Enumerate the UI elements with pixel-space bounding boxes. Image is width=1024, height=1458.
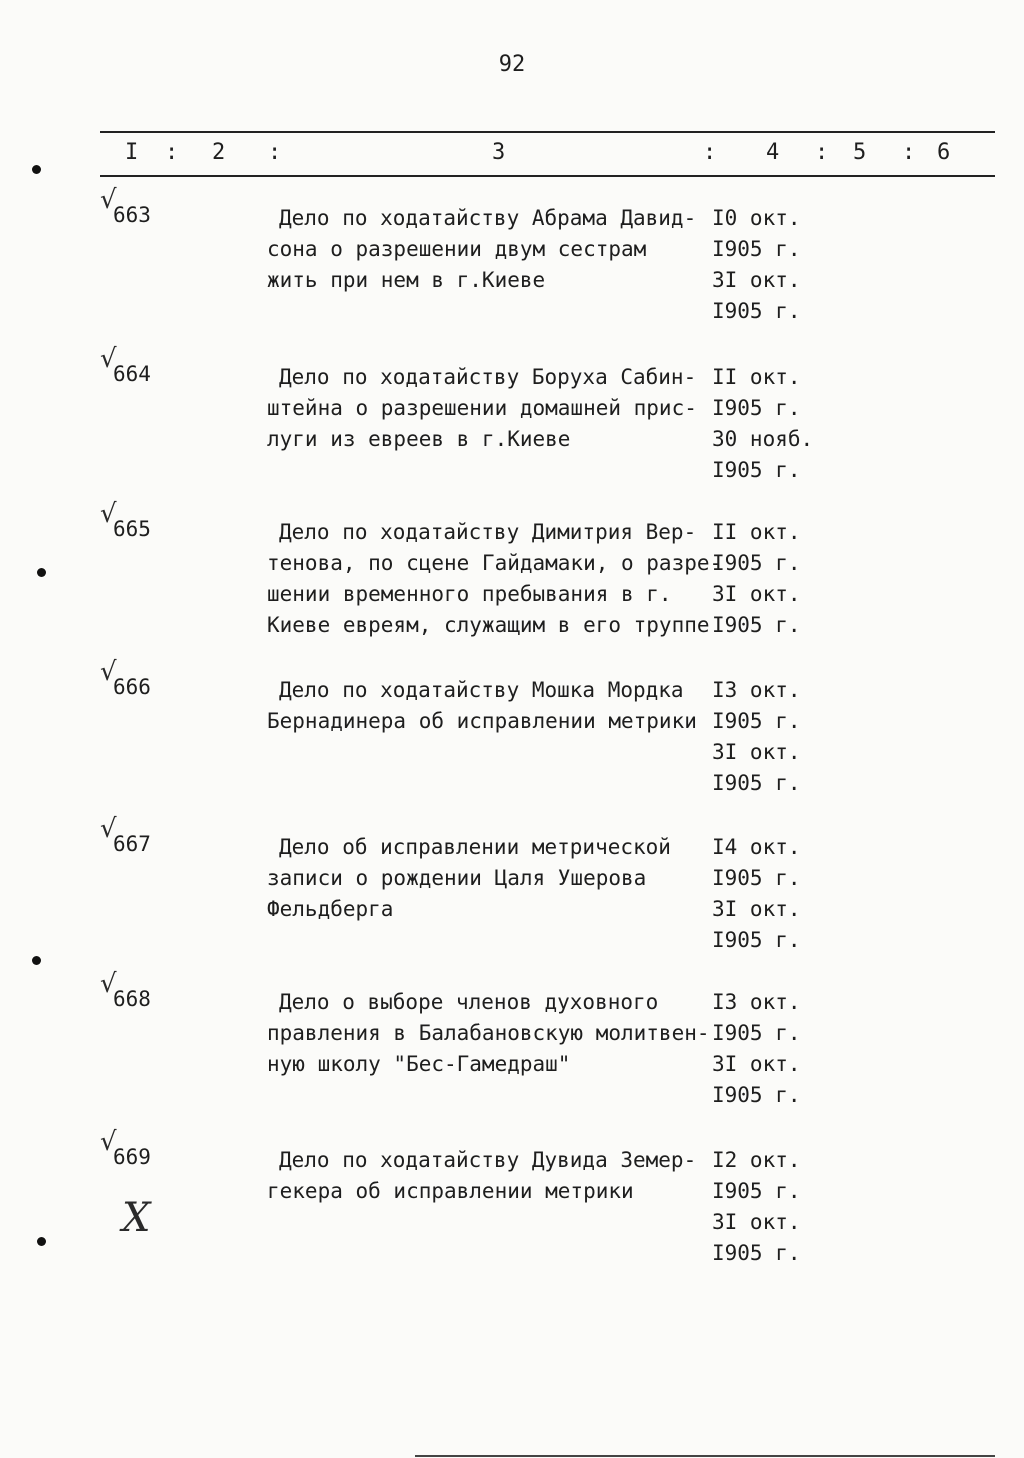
entry-number: 668 bbox=[113, 987, 151, 1011]
entry-dates bbox=[712, 832, 832, 956]
check-mark-icon: √ bbox=[100, 499, 117, 529]
date-line: I2 окт. bbox=[712, 1148, 801, 1172]
date-line: I905 г. bbox=[712, 1021, 801, 1045]
column-separator: : bbox=[268, 140, 282, 165]
entry-dates bbox=[712, 517, 832, 641]
list-item bbox=[0, 657, 1024, 825]
description-line: жить при нем в г.Киеве bbox=[267, 268, 546, 292]
description-line: Дело о выборе членов духовного bbox=[279, 990, 659, 1014]
punch-hole-dot bbox=[32, 165, 41, 174]
date-line: I0 окт. bbox=[712, 206, 801, 230]
column-header-1: I bbox=[125, 140, 139, 165]
entry-number: 664 bbox=[113, 362, 151, 386]
column-header-3: 3 bbox=[492, 140, 506, 165]
check-mark-icon: √ bbox=[100, 344, 117, 374]
date-line: I905 г. bbox=[712, 458, 801, 482]
date-line: II окт. bbox=[712, 520, 801, 544]
date-line: I905 г. bbox=[712, 866, 801, 890]
entry-number: 667 bbox=[113, 832, 151, 856]
date-line: I3 окт. bbox=[712, 990, 801, 1014]
entry-description bbox=[267, 675, 712, 737]
date-line: I905 г. bbox=[712, 299, 801, 323]
punch-hole-dot bbox=[37, 1237, 46, 1246]
description-line: тенова, по сцене Гайдамаки, о разре- bbox=[267, 551, 723, 575]
description-line: Дело по ходатайству Димитрия Вер- bbox=[279, 520, 697, 544]
date-line: I905 г. bbox=[712, 1241, 801, 1265]
entry-dates bbox=[712, 203, 832, 327]
date-line: 3I окт. bbox=[712, 582, 801, 606]
entry-description bbox=[267, 1145, 712, 1207]
date-line: 3I окт. bbox=[712, 1210, 801, 1234]
entry-number: 669 bbox=[113, 1145, 151, 1169]
description-line: шении временного пребывания в г. bbox=[267, 582, 672, 606]
page-number: 92 bbox=[498, 52, 526, 77]
description-line: правления в Балабановскую молитвен- bbox=[267, 1021, 710, 1045]
column-separator: : bbox=[902, 140, 916, 165]
date-line: 3I окт. bbox=[712, 1052, 801, 1076]
entry-number: 663 bbox=[113, 203, 151, 227]
description-line: Дело по ходатайству Дувида Земер- bbox=[279, 1148, 697, 1172]
list-item bbox=[0, 185, 1024, 353]
punch-hole-dot bbox=[37, 568, 46, 577]
entry-description bbox=[267, 203, 712, 296]
list-item bbox=[0, 969, 1024, 1137]
column-separator: : bbox=[703, 140, 717, 165]
date-line: 30 нояб. bbox=[712, 427, 814, 451]
entry-number: 665 bbox=[113, 517, 151, 541]
list-item bbox=[0, 1127, 1024, 1295]
description-line: Дело по ходатайству Мошка Мордка bbox=[279, 678, 684, 702]
column-header-4: 4 bbox=[766, 140, 780, 165]
description-line: штейна о разрешении домашней прис- bbox=[267, 396, 697, 420]
description-line: луги из евреев в г.Киеве bbox=[267, 427, 571, 451]
margin-cross-mark: X bbox=[122, 1195, 151, 1241]
check-mark-icon: √ bbox=[100, 969, 117, 999]
description-line: гекера об исправлении метрики bbox=[267, 1179, 634, 1203]
date-line: I905 г. bbox=[712, 928, 801, 952]
check-mark-icon: √ bbox=[100, 185, 117, 215]
list-item bbox=[0, 344, 1024, 512]
entry-description bbox=[267, 832, 712, 925]
list-item bbox=[0, 814, 1024, 982]
description-line: Киеве евреям, служащим в его труппе bbox=[267, 613, 710, 637]
entry-dates bbox=[712, 675, 832, 799]
punch-hole-dot bbox=[32, 956, 41, 965]
check-mark-icon: √ bbox=[100, 1127, 117, 1157]
date-line: I905 г. bbox=[712, 396, 801, 420]
column-separator: : bbox=[165, 140, 179, 165]
date-line: 3I окт. bbox=[712, 268, 801, 292]
date-line: I905 г. bbox=[712, 771, 801, 795]
column-header-2: 2 bbox=[212, 140, 226, 165]
date-line: I905 г. bbox=[712, 613, 801, 637]
column-header-6: 6 bbox=[937, 140, 951, 165]
description-line: Фельдберга bbox=[267, 897, 394, 921]
date-line: I4 окт. bbox=[712, 835, 801, 859]
date-line: II окт. bbox=[712, 365, 801, 389]
date-line: I905 г. bbox=[712, 551, 801, 575]
description-line: записи о рождении Цаля Ушерова bbox=[267, 866, 647, 890]
check-mark-icon: √ bbox=[100, 814, 117, 844]
entry-description bbox=[267, 517, 723, 641]
description-line: ную школу "Бес-Гамедраш" bbox=[267, 1052, 571, 1076]
entry-description bbox=[267, 362, 712, 455]
column-separator: : bbox=[815, 140, 829, 165]
entry-dates bbox=[712, 1145, 832, 1269]
description-line: сона о разрешении двум сестрам bbox=[267, 237, 647, 261]
description-line: Бернадинера об исправлении метрики bbox=[267, 709, 697, 733]
description-line: Дело об исправлении метрической bbox=[279, 835, 671, 859]
description-line: Дело по ходатайству Абрама Давид- bbox=[279, 206, 697, 230]
entry-description bbox=[267, 987, 712, 1080]
date-line: I3 окт. bbox=[712, 678, 801, 702]
table-header-rule bbox=[100, 175, 995, 177]
entry-dates bbox=[712, 362, 832, 486]
description-line: Дело по ходатайству Боруха Сабин- bbox=[279, 365, 697, 389]
bottom-rule bbox=[415, 1455, 995, 1457]
date-line: I905 г. bbox=[712, 1083, 801, 1107]
entry-number: 666 bbox=[113, 675, 151, 699]
date-line: I905 г. bbox=[712, 1179, 801, 1203]
date-line: 3I окт. bbox=[712, 897, 801, 921]
date-line: I905 г. bbox=[712, 237, 801, 261]
table-top-rule bbox=[100, 131, 995, 133]
date-line: I905 г. bbox=[712, 709, 801, 733]
list-item bbox=[0, 499, 1024, 667]
check-mark-icon: √ bbox=[100, 657, 117, 687]
column-header-5: 5 bbox=[853, 140, 867, 165]
date-line: 3I окт. bbox=[712, 740, 801, 764]
entry-dates bbox=[712, 987, 832, 1111]
